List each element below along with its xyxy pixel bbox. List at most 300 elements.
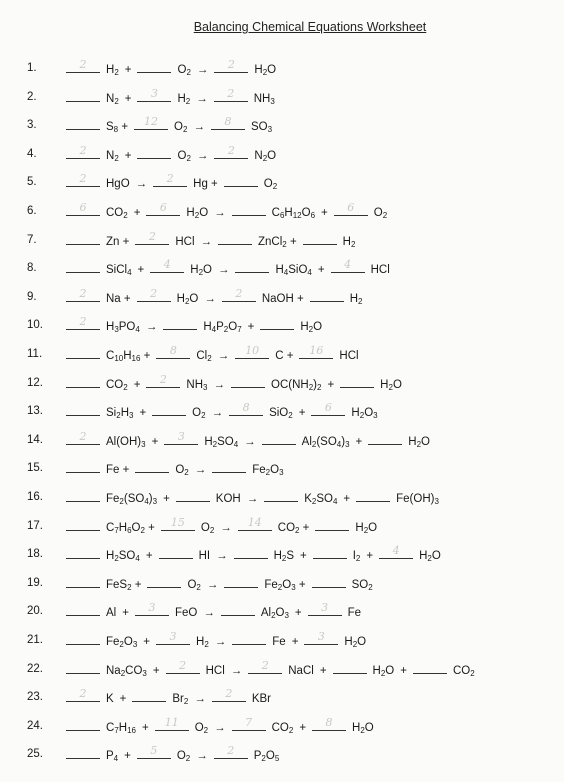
- chemical-formula: $Fe(OH)_3$: [396, 493, 439, 506]
- equation-row: [0, 58, 564, 78]
- coefficient-blank[interactable]: [134, 115, 168, 130]
- handwritten-coefficient: 10: [245, 344, 260, 357]
- coefficient-blank[interactable]: [311, 401, 345, 416]
- coefficient-blank[interactable]: [315, 516, 349, 531]
- chemical-formula: HgO: [106, 178, 130, 191]
- equation-number: 7.: [27, 233, 37, 246]
- handwritten-coefficient: 2: [79, 429, 87, 443]
- coefficient-blank[interactable]: [161, 516, 195, 531]
- coefficient-blank[interactable]: [232, 630, 266, 645]
- chemical-formula: $N_2$: [106, 92, 119, 106]
- chemical-formula: $O_2$: [176, 750, 191, 764]
- chemical-formula: $H_2O$: [344, 636, 367, 649]
- yields-arrow: →: [194, 464, 207, 477]
- handwritten-coefficient: 2: [150, 286, 158, 300]
- equation-number: 25.: [27, 748, 43, 761]
- coefficient-blank[interactable]: [222, 287, 256, 302]
- equation-row: [0, 630, 564, 650]
- coefficient-blank[interactable]: [132, 687, 166, 702]
- chemical-formula: $H_2SO_4$: [204, 435, 239, 449]
- yields-arrow: →: [220, 521, 232, 534]
- chemical-formula: Al: [106, 607, 117, 620]
- yields-arrow: →: [211, 407, 224, 420]
- plus-sign: +: [163, 493, 170, 505]
- handwritten-coefficient: 8: [224, 115, 232, 129]
- equation-row: [0, 516, 564, 536]
- yields-arrow: →: [196, 750, 208, 763]
- coefficient-blank[interactable]: [156, 630, 190, 645]
- equation-row: [0, 716, 564, 736]
- chemical-formula: HCl: [205, 664, 225, 677]
- coefficient-blank[interactable]: [66, 573, 100, 588]
- coefficient-blank[interactable]: [147, 573, 181, 588]
- handwritten-coefficient: 8: [242, 401, 250, 415]
- yields-arrow: →: [206, 578, 219, 591]
- handwritten-coefficient: 6: [79, 201, 87, 214]
- coefficient-blank[interactable]: [137, 58, 171, 73]
- plus-sign: +: [343, 493, 351, 505]
- coefficient-blank[interactable]: [66, 630, 100, 645]
- equation: [66, 687, 277, 709]
- chemical-formula: $H_2O$: [352, 721, 374, 735]
- equation-number: 24.: [27, 719, 43, 732]
- plus-sign: +: [124, 64, 132, 76]
- plus-sign: +: [124, 149, 132, 162]
- chemical-formula: $C_{10}H_{16}$ +: [106, 350, 151, 363]
- coefficient-blank[interactable]: [308, 601, 342, 616]
- equation: [66, 315, 328, 337]
- coefficient-blank[interactable]: [212, 687, 246, 702]
- handwritten-coefficient: 11: [164, 715, 179, 729]
- coefficient-blank[interactable]: [218, 230, 252, 245]
- coefficient-blank[interactable]: [137, 144, 171, 159]
- coefficient-blank[interactable]: [135, 601, 169, 616]
- plus-sign: +: [319, 664, 327, 677]
- chemical-formula: FeS$_2$ +: [106, 578, 142, 592]
- coefficient-blank[interactable]: [235, 258, 269, 273]
- chemical-formula: $H_2O$: [380, 378, 402, 392]
- chemical-formula: Fe +: [106, 464, 130, 477]
- yields-arrow: →: [214, 636, 227, 648]
- equation-number: 23.: [27, 691, 43, 704]
- coefficient-blank[interactable]: [264, 487, 298, 502]
- plus-sign: +: [133, 207, 141, 219]
- coefficient-blank[interactable]: [312, 573, 346, 588]
- coefficient-blank[interactable]: [66, 430, 100, 445]
- chemical-formula: Zn +: [106, 235, 130, 248]
- yields-arrow: →: [200, 235, 213, 248]
- chemical-formula: $CO_2$ +: [277, 521, 310, 535]
- chemical-formula: $H_2O$: [300, 321, 323, 335]
- chemical-formula: $H_2O$: [419, 550, 441, 564]
- coefficient-blank[interactable]: [232, 201, 266, 216]
- chemical-formula: $P_2O_5$: [253, 750, 280, 764]
- handwritten-coefficient: 16: [309, 344, 324, 357]
- plus-sign: +: [143, 636, 150, 648]
- handwritten-coefficient: 15: [170, 515, 185, 529]
- equation-number: 2.: [27, 90, 37, 103]
- yields-arrow: →: [196, 149, 209, 162]
- equation-number: 21.: [27, 634, 43, 646]
- equation-row: [0, 401, 564, 421]
- equation-row: [0, 230, 564, 250]
- equation-number: 16.: [27, 491, 43, 503]
- coefficient-blank[interactable]: [214, 58, 248, 73]
- plus-sign: +: [317, 264, 325, 277]
- coefficient-blank[interactable]: [66, 172, 100, 187]
- coefficient-blank[interactable]: [66, 58, 100, 73]
- plus-sign: +: [119, 693, 127, 706]
- plus-sign: +: [300, 550, 307, 563]
- yields-arrow: →: [246, 493, 259, 505]
- handwritten-coefficient: 4: [392, 544, 400, 558]
- coefficient-blank[interactable]: [212, 458, 246, 473]
- equation: [66, 144, 282, 166]
- plus-sign: +: [124, 92, 132, 105]
- coefficient-blank[interactable]: [146, 373, 180, 388]
- coefficient-blank[interactable]: [66, 544, 100, 559]
- handwritten-coefficient: 14: [247, 515, 262, 529]
- handwritten-coefficient: 2: [235, 286, 243, 300]
- equation-row: [0, 544, 564, 564]
- plus-sign: +: [139, 407, 147, 420]
- coefficient-blank[interactable]: [340, 373, 374, 388]
- chemical-formula: $H_2O$: [355, 521, 378, 535]
- equation: [66, 115, 278, 137]
- equation-row: [0, 115, 564, 135]
- chemical-formula: $O_2$: [200, 521, 215, 535]
- chemical-formula: $H_2O$: [190, 264, 212, 278]
- chemical-formula: $O_2$: [174, 121, 188, 135]
- chemical-formula: $H_2$: [106, 64, 119, 77]
- chemical-formula: SiCl$_4$: [106, 264, 132, 278]
- yields-arrow: →: [196, 64, 209, 76]
- coefficient-blank[interactable]: [313, 544, 347, 559]
- equation: [66, 544, 447, 566]
- handwritten-coefficient: 2: [79, 687, 87, 701]
- equation: [66, 172, 283, 194]
- coefficient-blank[interactable]: [331, 258, 365, 273]
- handwritten-coefficient: 2: [148, 229, 156, 243]
- coefficient-blank[interactable]: [232, 716, 266, 731]
- handwritten-coefficient: 3: [177, 429, 185, 443]
- coefficient-blank[interactable]: [379, 544, 413, 559]
- coefficient-blank[interactable]: [66, 258, 100, 273]
- coefficient-blank[interactable]: [66, 201, 100, 216]
- coefficient-blank[interactable]: [66, 315, 100, 330]
- chemical-formula: $Fe_2O_3$: [106, 636, 138, 649]
- yields-arrow: →: [194, 693, 206, 706]
- coefficient-blank[interactable]: [368, 430, 402, 445]
- coefficient-blank[interactable]: [164, 430, 198, 445]
- coefficient-blank[interactable]: [224, 573, 258, 588]
- handwritten-coefficient: 7: [245, 715, 253, 729]
- yields-arrow: →: [230, 664, 243, 677]
- equation: [66, 230, 361, 252]
- equation: [66, 344, 365, 366]
- chemical-formula: HCl: [339, 350, 359, 362]
- equation-number: 3.: [27, 119, 37, 132]
- chemical-formula: $O_2$: [187, 578, 201, 592]
- coefficient-blank[interactable]: [155, 716, 189, 731]
- coefficient-blank[interactable]: [312, 716, 346, 731]
- coefficient-blank[interactable]: [66, 487, 100, 502]
- equation-row: [0, 87, 564, 107]
- coefficient-blank[interactable]: [333, 659, 367, 674]
- plus-sign: +: [141, 721, 149, 734]
- equation-number: 1.: [27, 62, 37, 74]
- coefficient-blank[interactable]: [238, 516, 272, 531]
- chemical-formula: $C_6H_{12}O_6$: [271, 207, 316, 220]
- equation-number: 17.: [27, 519, 43, 532]
- coefficient-blank[interactable]: [66, 144, 100, 159]
- handwritten-coefficient: 2: [179, 658, 187, 672]
- equation-number: 9.: [27, 290, 37, 303]
- chemical-formula: $Fe_2O_3$ +: [264, 578, 306, 592]
- handwritten-coefficient: 2: [79, 172, 87, 186]
- coefficient-blank[interactable]: [137, 87, 171, 102]
- equation-number: 13.: [27, 405, 43, 418]
- handwritten-coefficient: 3: [317, 630, 325, 643]
- coefficient-blank[interactable]: [135, 230, 169, 245]
- equation-row: [0, 373, 564, 393]
- coefficient-blank[interactable]: [135, 458, 169, 473]
- coefficient-blank[interactable]: [156, 344, 190, 359]
- chemical-formula: HCl: [370, 264, 390, 277]
- equation-number: 22.: [27, 662, 43, 675]
- handwritten-coefficient: 3: [321, 601, 329, 615]
- chemical-formula: $C_7H_6O_2$ +: [106, 521, 155, 535]
- handwritten-coefficient: 3: [150, 86, 158, 100]
- chemical-formula: $Na_2CO_3$: [106, 664, 147, 678]
- handwritten-coefficient: 6: [347, 201, 355, 214]
- coefficient-blank[interactable]: [221, 601, 255, 616]
- chemical-formula: K: [106, 693, 114, 706]
- coefficient-blank[interactable]: [66, 401, 100, 416]
- coefficient-blank[interactable]: [66, 516, 100, 531]
- coefficient-blank[interactable]: [66, 230, 100, 245]
- coefficient-blank[interactable]: [224, 172, 258, 187]
- chemical-formula: KOH: [215, 493, 241, 505]
- coefficient-blank[interactable]: [413, 659, 447, 674]
- equation-row: [0, 201, 564, 221]
- coefficient-blank[interactable]: [214, 87, 248, 102]
- handwritten-coefficient: 2: [159, 372, 167, 386]
- chemical-formula: $Al(OH)_3$: [106, 435, 146, 449]
- chemical-formula: $H_2O$: [254, 64, 277, 77]
- equation-number: 12.: [27, 376, 43, 389]
- coefficient-blank[interactable]: [248, 659, 282, 674]
- coefficient-blank[interactable]: [234, 544, 268, 559]
- handwritten-coefficient: 2: [225, 687, 233, 701]
- coefficient-blank[interactable]: [66, 373, 100, 388]
- coefficient-blank[interactable]: [66, 458, 100, 473]
- chemical-formula: $H_3PO_4$: [106, 321, 140, 335]
- chemical-formula: $H_2$: [177, 92, 191, 106]
- handwritten-coefficient: 2: [79, 143, 87, 157]
- equation: [66, 487, 445, 509]
- equation-number: 15.: [27, 462, 43, 475]
- chemical-formula: Fe: [347, 607, 362, 620]
- handwritten-coefficient: 2: [227, 58, 235, 71]
- handwritten-coefficient: 2: [227, 744, 235, 758]
- coefficient-blank[interactable]: [152, 401, 186, 416]
- chemical-formula: Fe: [272, 636, 286, 648]
- plus-sign: +: [122, 607, 129, 620]
- handwritten-coefficient: 12: [144, 115, 159, 129]
- chemical-formula: $H_2$: [349, 292, 363, 306]
- coefficient-blank[interactable]: [66, 344, 100, 359]
- yields-arrow: →: [196, 92, 208, 105]
- chemical-formula: $H_2O$: [408, 435, 430, 449]
- equation: [66, 87, 281, 109]
- handwritten-coefficient: 3: [169, 630, 177, 643]
- equation-number: 11.: [27, 348, 43, 360]
- handwritten-coefficient: 2: [79, 315, 87, 329]
- coefficient-blank[interactable]: [303, 230, 337, 245]
- chemical-formula: Na +: [106, 292, 131, 305]
- coefficient-blank[interactable]: [235, 344, 269, 359]
- coefficient-blank[interactable]: [137, 744, 171, 759]
- equation-row: [0, 287, 564, 307]
- plus-sign: +: [151, 435, 159, 448]
- handwritten-coefficient: 6: [159, 201, 167, 214]
- chemical-formula: $H_2$: [342, 235, 356, 249]
- equation-row: [0, 487, 564, 507]
- equation-number: 10.: [27, 319, 43, 332]
- coefficient-blank[interactable]: [66, 115, 100, 130]
- chemical-formula: $CO_2$: [271, 721, 294, 735]
- chemical-formula: $Cl_2$: [196, 350, 212, 363]
- yields-arrow: →: [203, 607, 215, 620]
- chemical-formula: FeO: [174, 607, 198, 620]
- coefficient-blank[interactable]: [229, 401, 263, 416]
- handwritten-coefficient: 2: [227, 143, 235, 157]
- plus-sign: +: [298, 407, 306, 420]
- coefficient-blank[interactable]: [159, 544, 193, 559]
- equation-row: [0, 258, 564, 278]
- chemical-formula: $O_2$: [194, 721, 209, 735]
- coefficient-blank[interactable]: [66, 601, 100, 616]
- chemical-formula: $O_2$: [373, 207, 388, 220]
- coefficient-blank[interactable]: [299, 344, 333, 359]
- equation: [66, 401, 384, 423]
- plus-sign: +: [152, 664, 160, 677]
- equation: [66, 630, 372, 652]
- chemical-formula: $Al_2O_3$: [260, 607, 289, 621]
- chemical-formula: $NH_3$: [186, 378, 208, 392]
- equation: [66, 601, 367, 623]
- coefficient-blank[interactable]: [304, 630, 338, 645]
- coefficient-blank[interactable]: [66, 87, 100, 102]
- handwritten-coefficient: 8: [169, 344, 177, 357]
- chemical-formula: HCl: [175, 235, 195, 248]
- coefficient-blank[interactable]: [214, 744, 248, 759]
- chemical-formula: $Br_2$: [172, 693, 189, 707]
- chemical-formula: $CO_2$: [452, 664, 475, 678]
- chemical-formula: $H_2SO_4$: [106, 550, 140, 564]
- yields-arrow: →: [217, 350, 230, 362]
- coefficient-blank[interactable]: [66, 659, 100, 674]
- plus-sign: +: [124, 750, 131, 763]
- chemical-formula: $H_2O$: [176, 292, 199, 306]
- chemical-formula: $Fe_2O_3$: [252, 464, 284, 478]
- chemical-formula: $N_2O$: [254, 149, 277, 163]
- equation-row: [0, 573, 564, 593]
- handwritten-coefficient: 3: [148, 601, 156, 615]
- chemical-formula: $K_2SO_4$: [304, 493, 338, 506]
- coefficient-blank[interactable]: [150, 258, 184, 273]
- handwritten-coefficient: 4: [163, 258, 171, 272]
- coefficient-blank[interactable]: [211, 115, 245, 130]
- yields-arrow: →: [214, 721, 226, 734]
- chemical-formula: $Al_2(SO_4)_3$: [301, 435, 350, 449]
- coefficient-blank[interactable]: [214, 144, 248, 159]
- chemical-formula: $SO_3$: [250, 121, 273, 135]
- equation-number: 5.: [27, 176, 37, 189]
- coefficient-blank[interactable]: [146, 201, 180, 216]
- equation-number: 18.: [27, 548, 43, 561]
- chemical-formula: $Fe_2(SO_4)_3$: [106, 493, 158, 506]
- coefficient-blank[interactable]: [310, 287, 344, 302]
- yields-arrow: →: [216, 550, 228, 563]
- plus-sign: +: [137, 264, 145, 277]
- coefficient-blank[interactable]: [66, 287, 100, 302]
- equation: [66, 430, 436, 452]
- equation-row: [0, 344, 564, 364]
- yields-arrow: →: [244, 435, 256, 448]
- coefficient-blank[interactable]: [356, 487, 390, 502]
- coefficient-blank[interactable]: [66, 744, 100, 759]
- chemical-formula: $I_2$: [352, 550, 361, 564]
- chemical-formula: $O_2$: [177, 64, 191, 77]
- coefficient-blank[interactable]: [163, 315, 197, 330]
- chemical-formula: $H_2O$: [372, 664, 395, 678]
- equation-row: [0, 430, 564, 450]
- chemical-formula: $H_2O$: [186, 207, 209, 220]
- coefficient-blank[interactable]: [231, 373, 265, 388]
- chemical-formula: $CO_2$: [106, 207, 128, 220]
- yields-arrow: →: [217, 264, 230, 277]
- chemical-formula: HI: [198, 550, 211, 563]
- coefficient-blank[interactable]: [334, 201, 368, 216]
- chemical-formula: $C_7H_{16}$: [106, 721, 136, 735]
- chemical-formula: $O_2$: [175, 464, 189, 478]
- plus-sign: +: [133, 378, 141, 391]
- handwritten-coefficient: 6: [324, 401, 332, 415]
- chemical-formula: $H_4P_2O_7$: [203, 321, 242, 335]
- chemical-formula: $O_2$: [192, 407, 206, 421]
- chemical-formula: C +: [275, 350, 294, 362]
- coefficient-blank[interactable]: [260, 315, 294, 330]
- equation-number: 8.: [27, 262, 37, 275]
- equation-row: [0, 315, 564, 335]
- equation: [66, 287, 368, 309]
- coefficient-blank[interactable]: [137, 287, 171, 302]
- equation: [66, 744, 285, 766]
- chemical-formula: $O_2$: [263, 178, 278, 192]
- coefficient-blank[interactable]: [166, 659, 200, 674]
- handwritten-coefficient: 2: [261, 658, 269, 672]
- chemical-formula: $S_8$ +: [106, 121, 129, 135]
- equation-number: 20.: [27, 605, 43, 618]
- coefficient-blank[interactable]: [66, 716, 100, 731]
- coefficient-blank[interactable]: [66, 687, 100, 702]
- coefficient-blank[interactable]: [176, 487, 210, 502]
- handwritten-coefficient: 2: [79, 286, 87, 300]
- coefficient-blank[interactable]: [262, 430, 296, 445]
- coefficient-blank[interactable]: [153, 172, 187, 187]
